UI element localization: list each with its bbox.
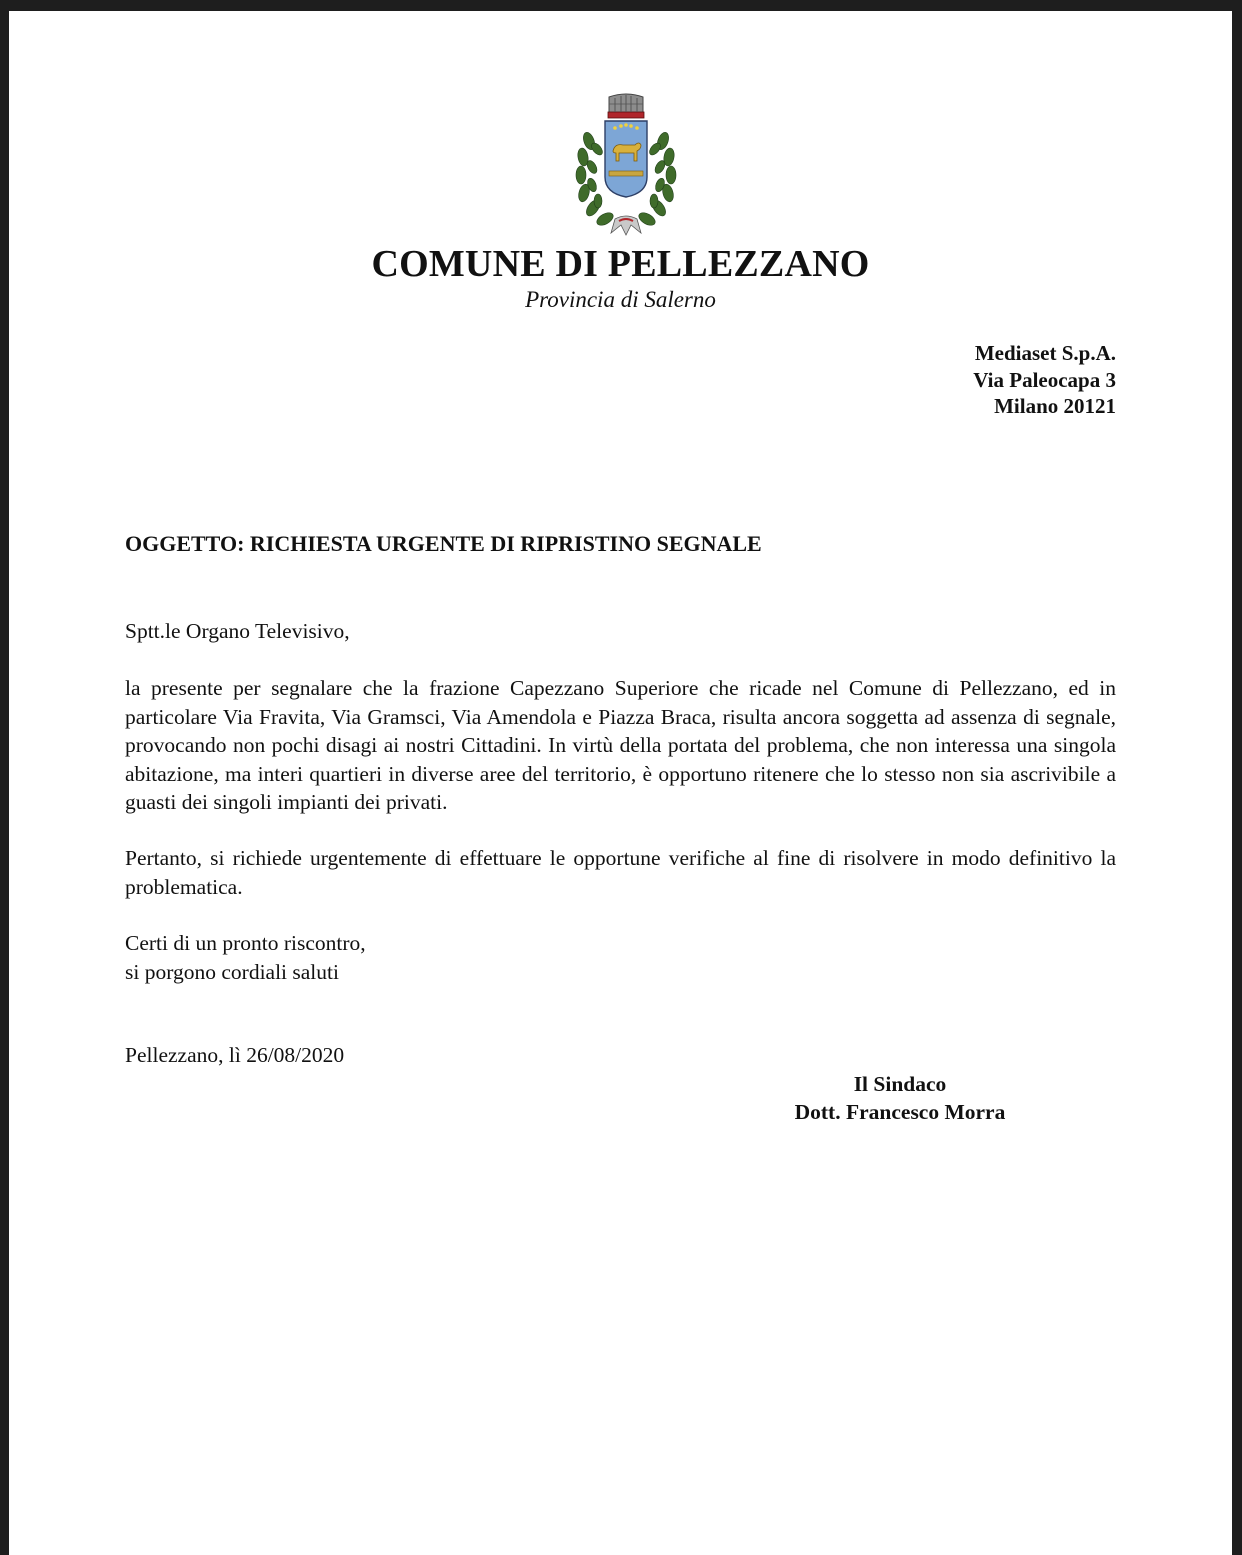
closing: [125, 929, 1116, 986]
recipient-address: [973, 340, 1116, 420]
salutation: Sptt.le Organo Televisivo,: [125, 619, 350, 643]
page-subtitle: Provincia di Salerno: [525, 287, 716, 312]
closing-line: Certi di un pronto riscontro,: [125, 931, 366, 955]
body-paragraph: la presente per segnalare che la frazione Capezzano Superiore che ricade nel Comune di Pellezzano, ed in particolare Via Fravita, Via Gramsci, Via Amendola e Piazza Braca, risulta ancora soggetta ad assenza di segnale, provocando non pochi disagi ai nostri Cittadini. In virtù della portata del problema, che non interessa una singola abitazione, ma interi quartieri in diverse aree del territorio, è opportuno ritenere che lo stesso non sia ascrivibile a guasti dei singoli impianti dei privati.: [125, 676, 1116, 814]
subject-line: OGGETTO: RICHIESTA URGENTE DI RIPRISTINO SEGNALE: [125, 531, 762, 556]
recipient-line: Mediaset S.p.A.: [974, 341, 1116, 365]
place-date: Pellezzano, lì 26/08/2020: [125, 1043, 345, 1067]
recipient-line: Via Paleocapa 3: [973, 367, 1116, 392]
recipient-line: Milano 20121: [994, 394, 1116, 418]
signature-role: Il Sindaco: [853, 1072, 947, 1096]
body-paragraph: Pertanto, si richiede urgentemente di effettuare le opportune verifiche al fine di risolvere in modo definitivo la problematica.: [125, 846, 1116, 899]
document-page: [9, 11, 1232, 1555]
shield-icon: [605, 121, 647, 197]
page-title: COMUNE DI PELLEZZANO: [371, 243, 870, 285]
municipal-coat-of-arms-icon: [571, 93, 681, 239]
closing-line: si porgono cordiali saluti: [125, 959, 339, 984]
crown-icon: [608, 94, 644, 118]
signature-block: [769, 1070, 1031, 1126]
ribbon-icon: [611, 216, 641, 235]
signature-name: Dott. Francesco Morra: [794, 1100, 1006, 1124]
